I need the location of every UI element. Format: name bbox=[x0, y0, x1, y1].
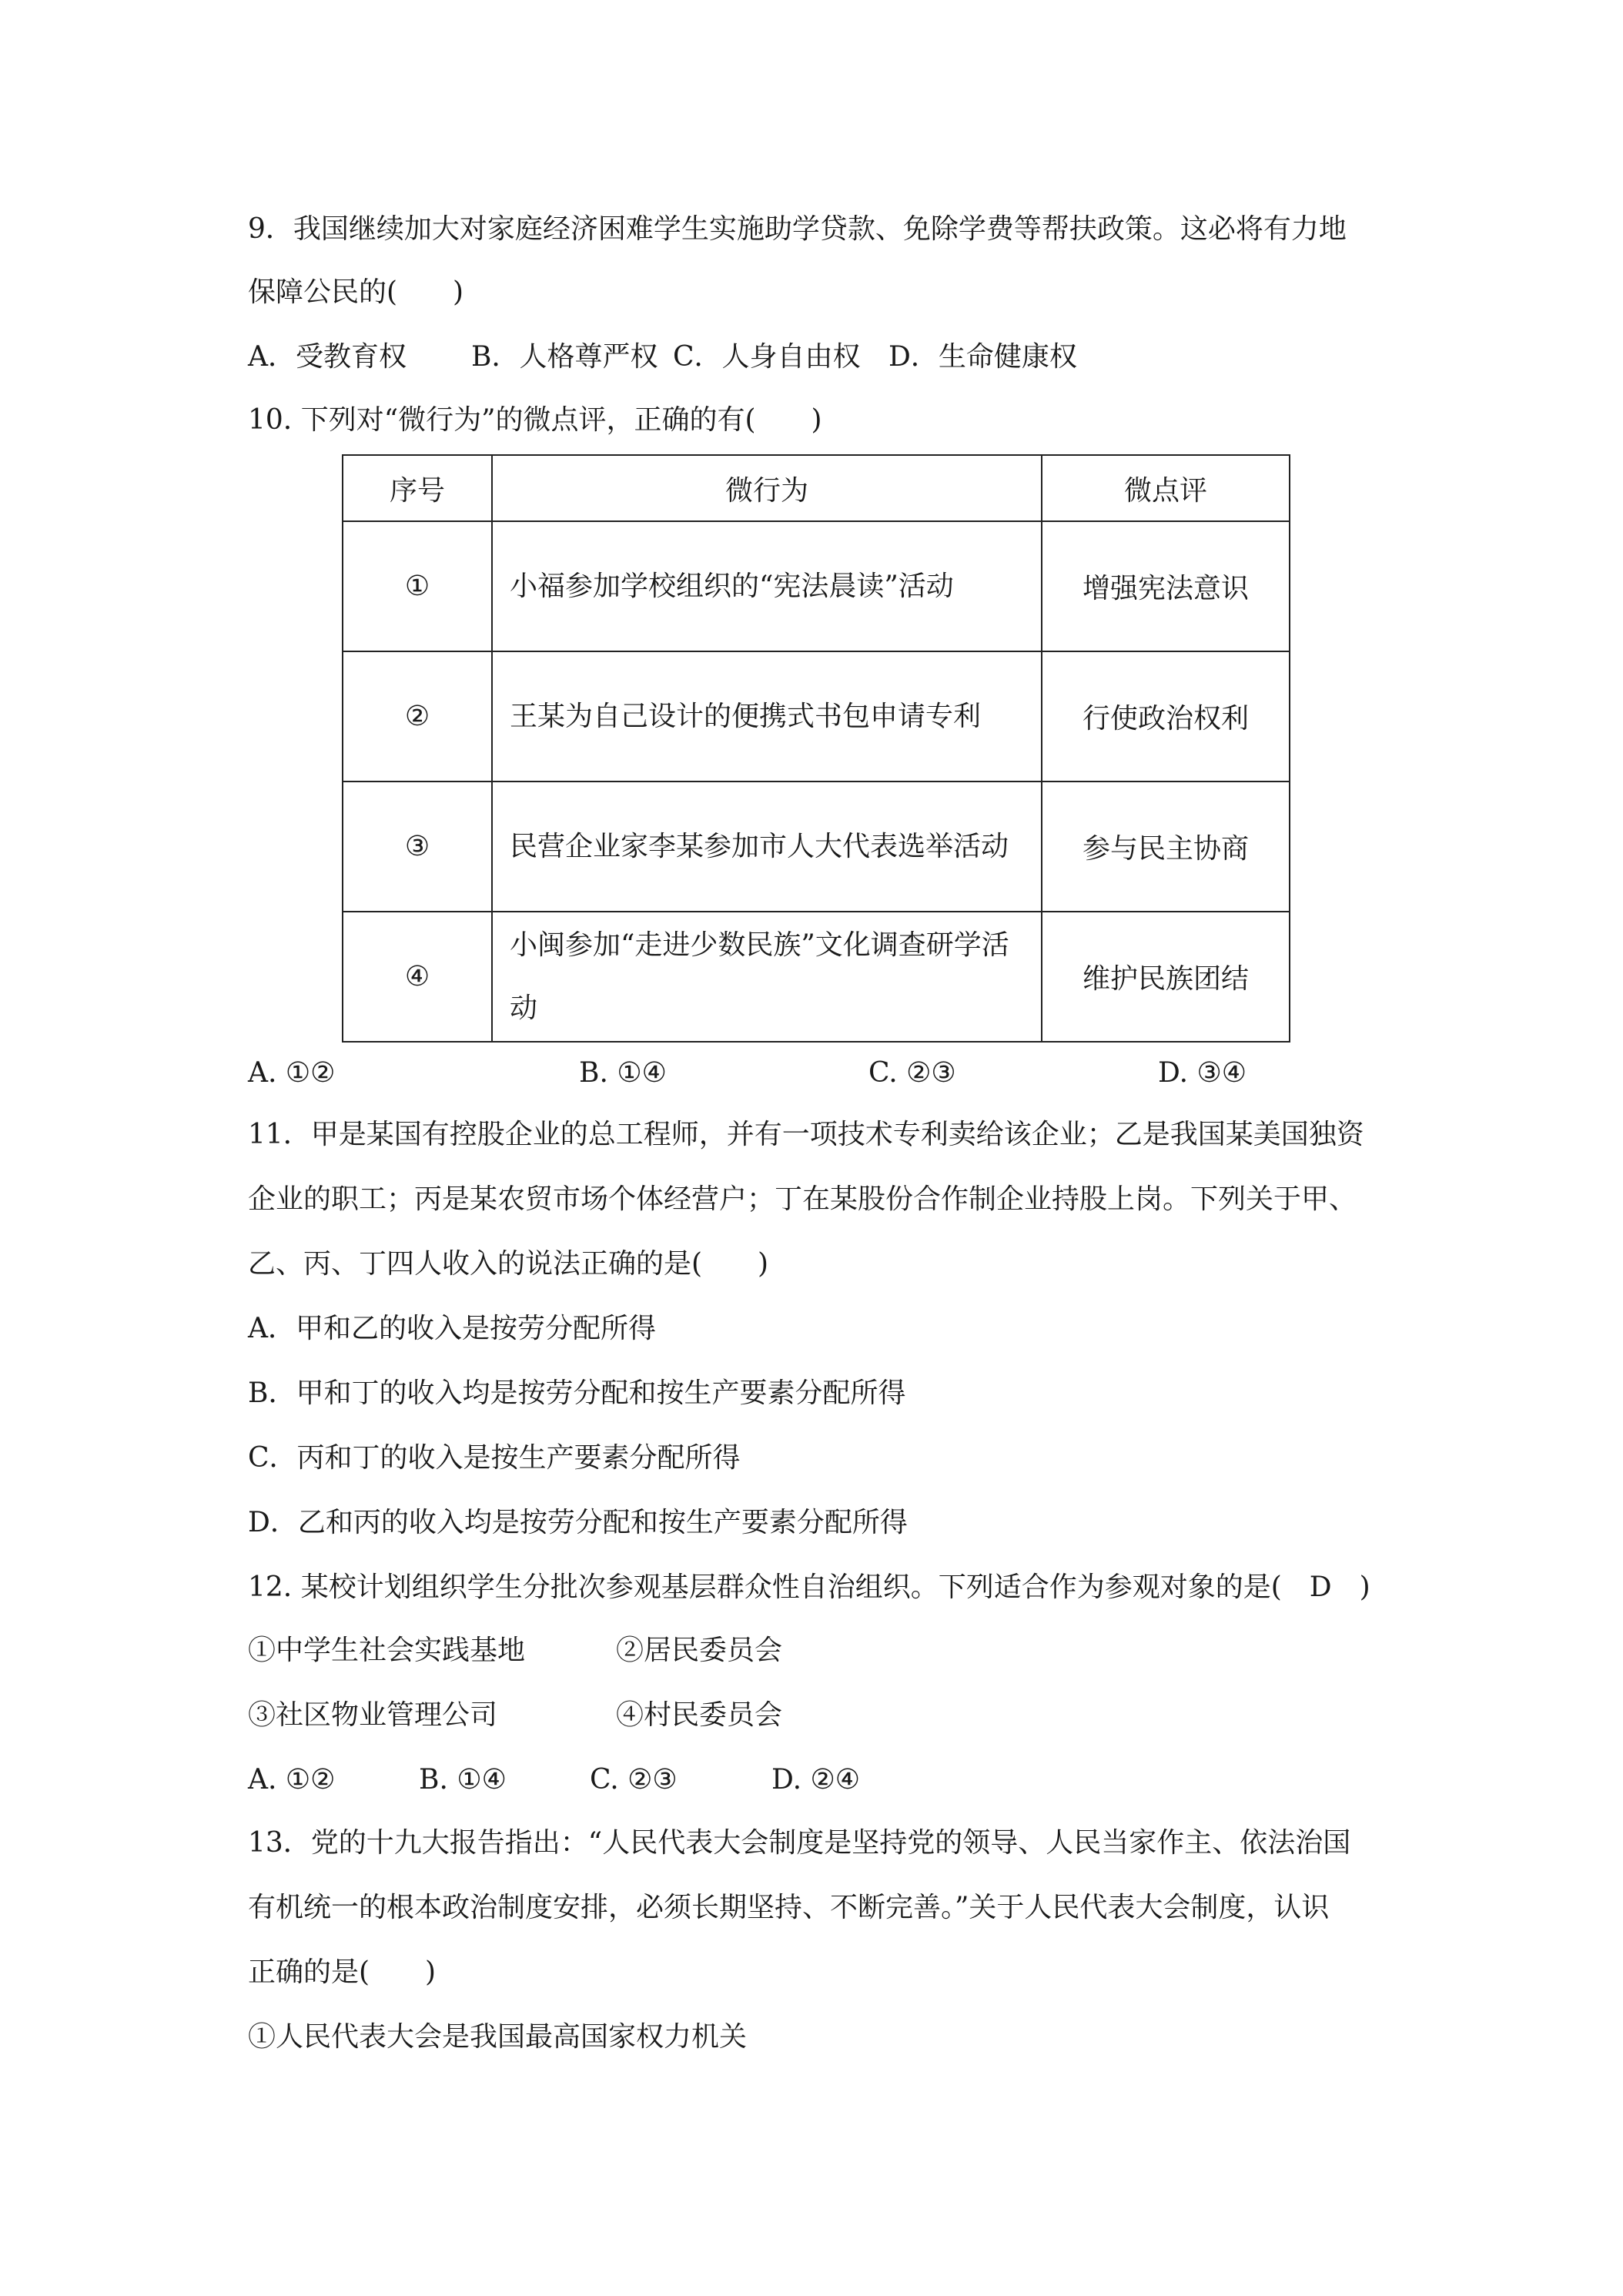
q13-stem-line3: 正确的是( ) bbox=[248, 1956, 437, 1988]
table-cell-num: ① bbox=[343, 521, 492, 651]
q10-option-c: C. ②③ bbox=[868, 1057, 956, 1089]
q11-option-c: C．丙和丁的收入是按生产要素分配所得 bbox=[248, 1442, 741, 1474]
q11-stem-line1: 11．甲是某国有控股企业的总工程师，并有一项技术专利卖给该企业；乙是我国某美国独资 bbox=[248, 1119, 1364, 1150]
q12-item-2: ②居民委员会 bbox=[616, 1635, 783, 1666]
q10-option-b: B. ①④ bbox=[579, 1057, 667, 1089]
q9-options bbox=[248, 340, 1077, 374]
table-header-num: 序号 bbox=[343, 455, 492, 521]
q10-stem: 10. 下列对“微行为”的微点评，正确的有( ) bbox=[248, 404, 822, 436]
table-cell-cmt: 维护民族团结 bbox=[1042, 912, 1290, 1042]
table-cell-cmt: 参与民主协商 bbox=[1042, 782, 1290, 912]
q10-option-d: D. ③④ bbox=[1158, 1057, 1247, 1089]
q13-stem-line1: 13．党的十九大报告指出：“人民代表大会制度是坚持党的领导、人民当家作主、依法治国 bbox=[248, 1827, 1351, 1859]
q9-option-c: C．人身自由权 bbox=[673, 341, 861, 373]
q10-options bbox=[248, 1056, 1247, 1090]
table-cell-num: ③ bbox=[343, 782, 492, 912]
table-row bbox=[343, 782, 1290, 912]
q12-stem: 12. 某校计划组织学生分批次参观基层群众性自治组织。下列适合作为参观对象的是( D ) bbox=[248, 1571, 1370, 1603]
table-cell-cmt: 行使政治权利 bbox=[1042, 651, 1290, 782]
table-header-cmt: 微点评 bbox=[1042, 455, 1290, 521]
q12-item-4: ④村民委员会 bbox=[616, 1699, 783, 1731]
table-header-act: 微行为 bbox=[492, 455, 1042, 521]
q9-stem-line1: 9．我国继续加大对家庭经济困难学生实施助学贷款、免除学费等帮扶政策。这必将有力地 bbox=[248, 213, 1347, 245]
q12-option-d: D. ②④ bbox=[771, 1764, 861, 1796]
q9-stem-line2: 保障公民的( ) bbox=[248, 276, 464, 308]
table-header-row bbox=[343, 455, 1290, 521]
q9-option-d: D．生命健康权 bbox=[888, 341, 1077, 373]
q10-table bbox=[342, 454, 1290, 1043]
table-cell-num: ② bbox=[343, 651, 492, 782]
q11-option-a: A．甲和乙的收入是按劳分配所得 bbox=[248, 1313, 656, 1344]
q12-item-1: ①中学生社会实践基地 bbox=[248, 1635, 526, 1666]
q13-item-1: ①人民代表大会是我国最高国家权力机关 bbox=[248, 2021, 748, 2053]
table-cell-num: ④ bbox=[343, 912, 492, 1042]
table-cell-act: 小福参加学校组织的“宪法晨读”活动 bbox=[492, 521, 1042, 651]
table-cell-act: 小闽参加“走进少数民族”文化调查研学活动 bbox=[492, 912, 1042, 1042]
table-row bbox=[343, 521, 1290, 651]
table-row bbox=[343, 912, 1290, 1042]
table-row bbox=[343, 651, 1290, 782]
q12-option-a: A. ①② bbox=[248, 1764, 336, 1796]
q12-option-b: B. ①④ bbox=[419, 1764, 507, 1796]
q10-option-a: A. ①② bbox=[248, 1057, 336, 1089]
q11-option-b: B．甲和丁的收入均是按劳分配和按生产要素分配所得 bbox=[248, 1377, 906, 1409]
q12-options bbox=[248, 1763, 860, 1797]
q12-option-c: C. ②③ bbox=[590, 1764, 678, 1796]
q9-option-b: B．人格尊严权 bbox=[471, 341, 658, 373]
q12-items-row1 bbox=[248, 1634, 782, 1668]
table-cell-act: 民营企业家李某参加市人大代表选举活动 bbox=[492, 782, 1042, 912]
q12-item-3: ③社区物业管理公司 bbox=[248, 1699, 498, 1731]
q11-option-d: D．乙和丙的收入均是按劳分配和按生产要素分配所得 bbox=[248, 1507, 908, 1538]
q11-stem-line2: 企业的职工；丙是某农贸市场个体经营户；丁在某股份合作制企业持股上岗。下列关于甲、 bbox=[248, 1183, 1357, 1215]
table-cell-act: 王某为自己设计的便携式书包申请专利 bbox=[492, 651, 1042, 782]
q11-stem-line3: 乙、丙、丁四人收入的说法正确的是( ) bbox=[248, 1248, 769, 1280]
q13-stem-line2: 有机统一的根本政治制度安排，必须长期坚持、不断完善。”关于人民代表大会制度，认识 bbox=[248, 1892, 1330, 1923]
q9-option-a: A．受教育权 bbox=[248, 341, 407, 373]
q12-items-row2 bbox=[248, 1699, 782, 1732]
table-cell-cmt: 增强宪法意识 bbox=[1042, 521, 1290, 651]
